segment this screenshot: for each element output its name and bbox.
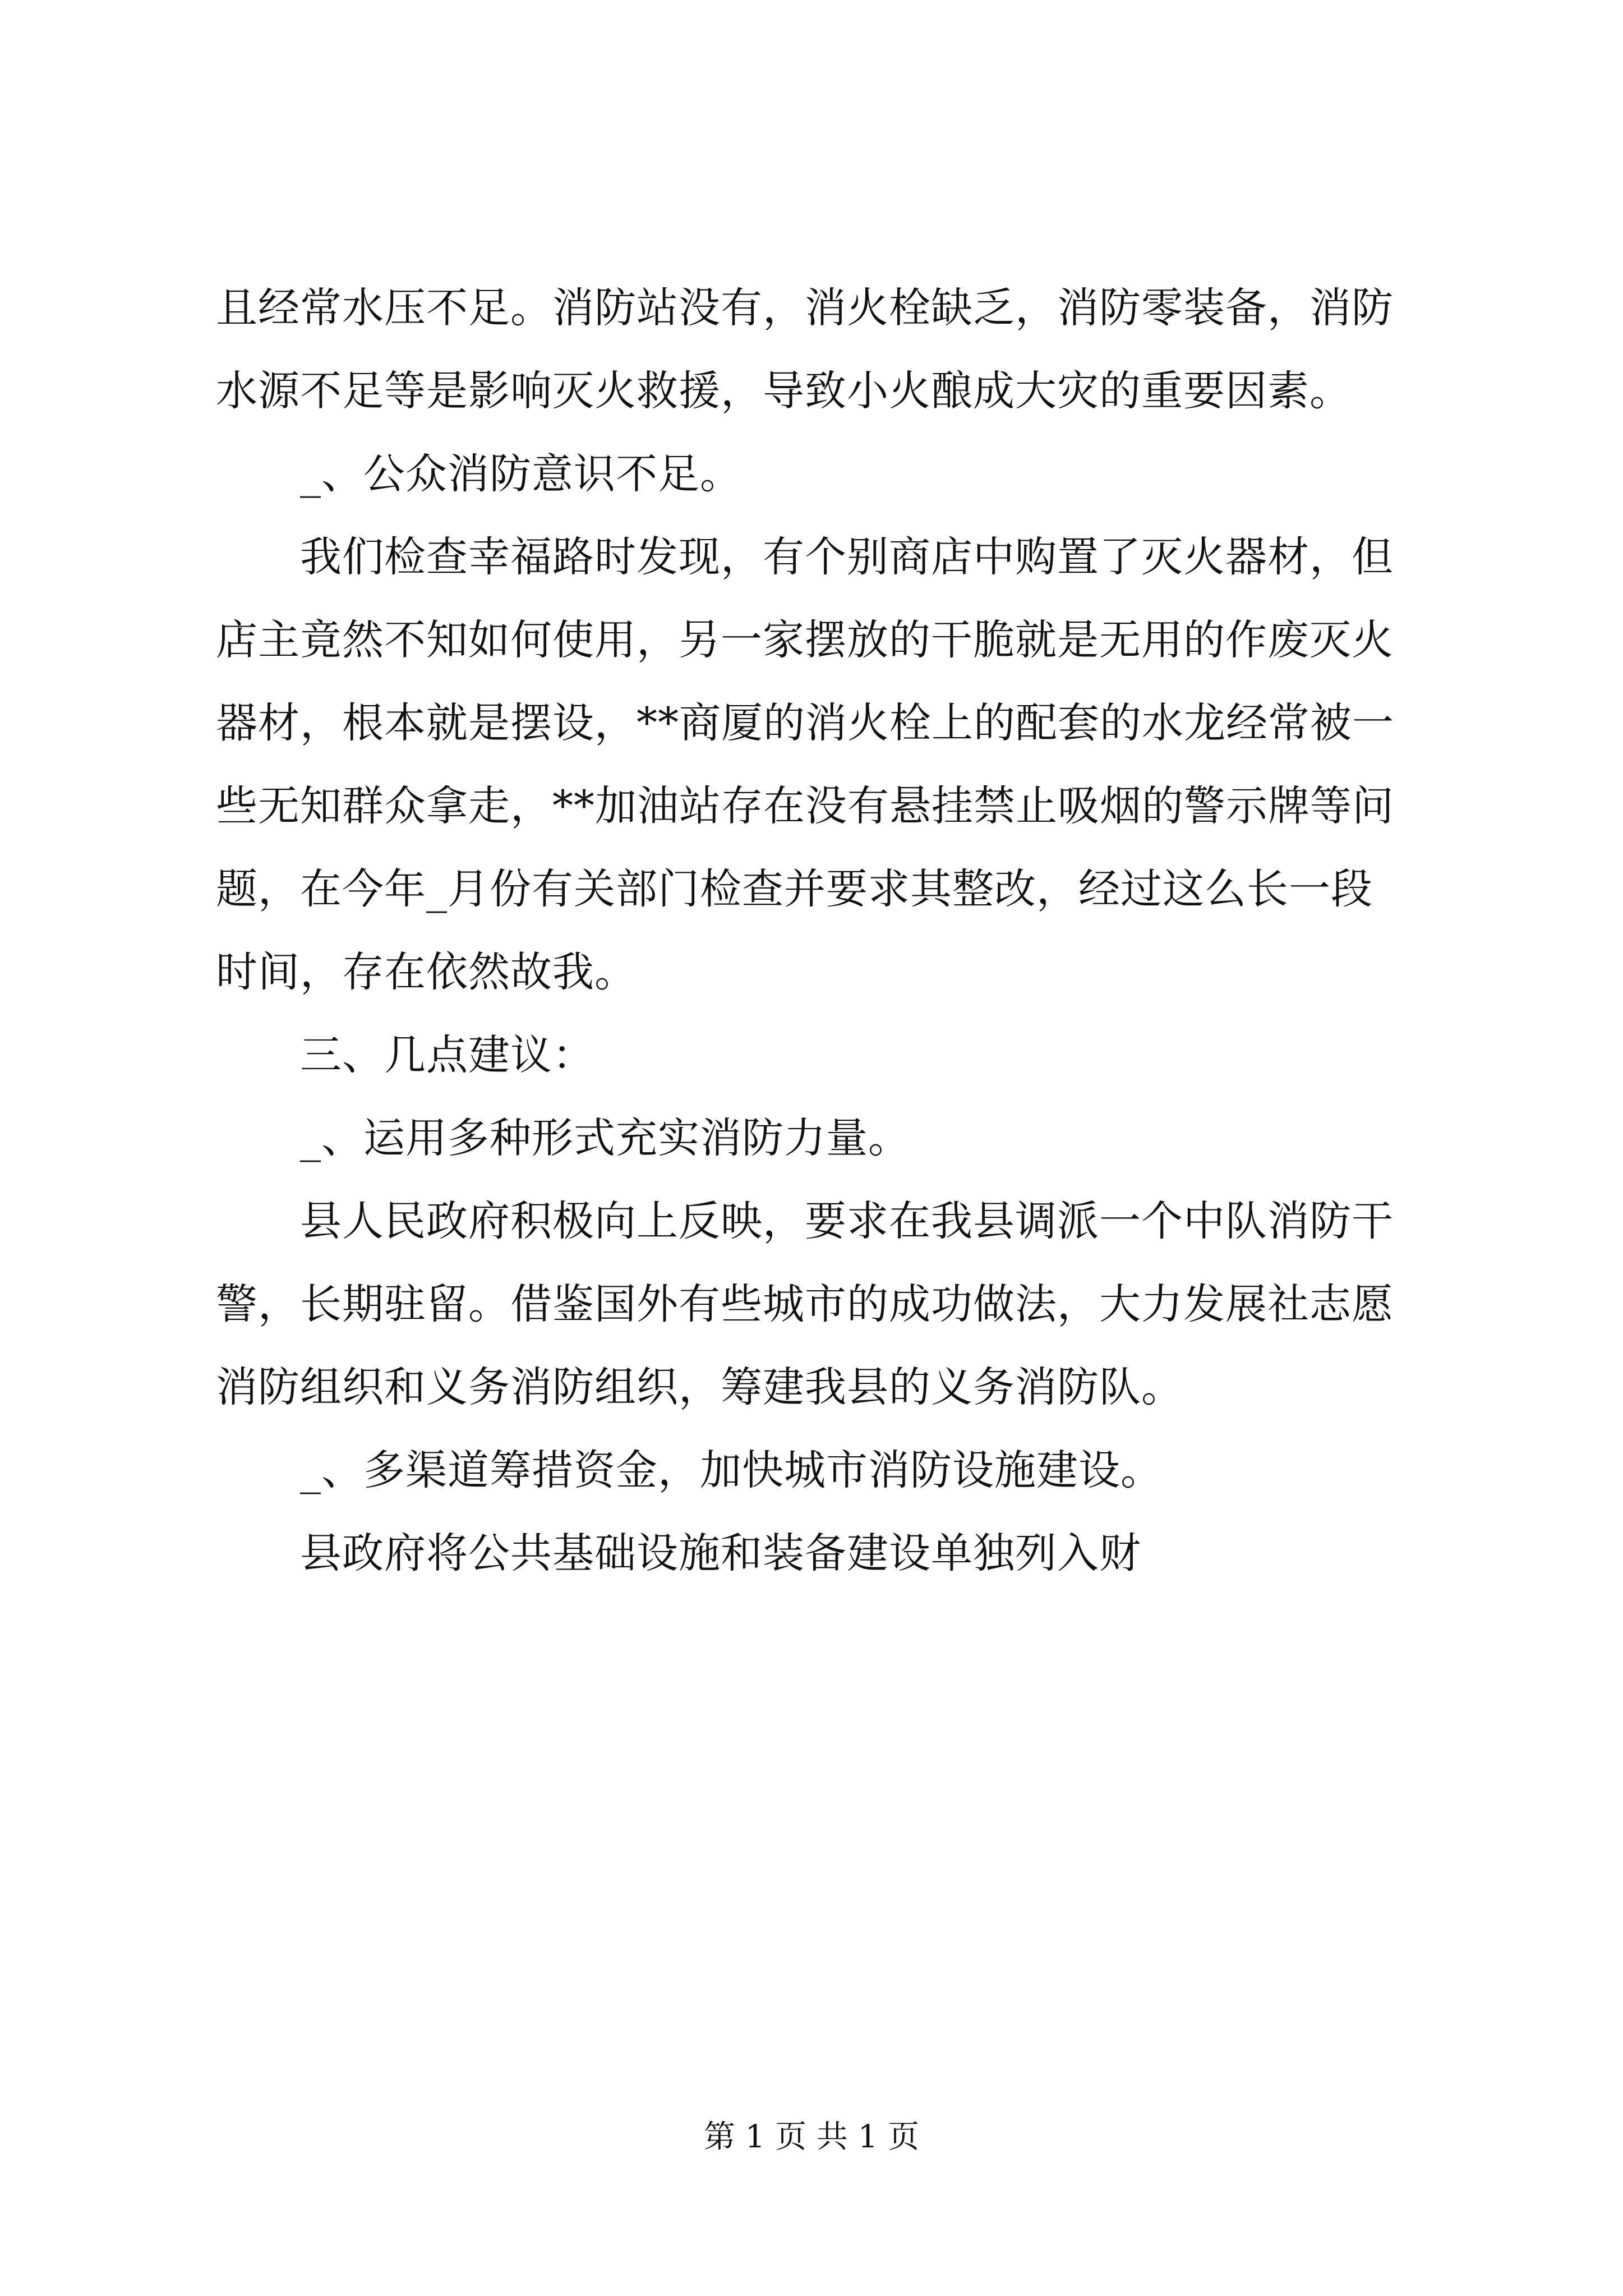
- text-line: 县政府将公共基础设施和装备建设单独列入财: [300, 1529, 1141, 1577]
- text-line: 水源不足等是影响灭火救援，导致小火酿成大灾的重要因素。: [216, 367, 1352, 415]
- text-line: 县人民政府积极向上反映，要求在我县调派一个中队消防干: [300, 1197, 1394, 1245]
- section-heading: _、运用多种形式充实消防力量。: [300, 1114, 910, 1162]
- text-line: 警，长期驻留。借鉴国外有些城市的成功做法，大力发展社志愿: [216, 1280, 1394, 1328]
- section-heading: _、多渠道筹措资金，加快城市消防设施建设。: [300, 1446, 1163, 1494]
- text-line: 时间，存在依然故我。: [216, 948, 637, 996]
- page-footer: 第 1 页 共 1 页: [703, 2119, 920, 2155]
- text-line: 我们检查幸福路时发现，有个别商店中购置了灭火器材，但: [300, 533, 1394, 581]
- text-line: 且经常水压不足。消防站没有，消火栓缺乏，消防零装备，消防: [216, 284, 1394, 332]
- text-line: 些无知群众拿走，**加油站存在没有悬挂禁止吸烟的警示牌等问: [216, 782, 1394, 830]
- text-line: 消防组织和义务消防组织，筹建我县的义务消防队。: [216, 1363, 1183, 1411]
- text-line: 题，在今年_月份有关部门检查并要求其整改，经过这么长一段: [216, 865, 1373, 913]
- section-heading: _、公众消防意识不足。: [300, 450, 742, 498]
- text-line: 店主竟然不知如何使用，另一家摆放的干脆就是无用的作废灭火: [216, 616, 1394, 664]
- text-line: 器材，根本就是摆设，**商厦的消火栓上的配套的水龙经常被一: [216, 699, 1394, 747]
- document-body: [216, 266, 1427, 1595]
- section-heading: 三、几点建议：: [300, 1031, 594, 1079]
